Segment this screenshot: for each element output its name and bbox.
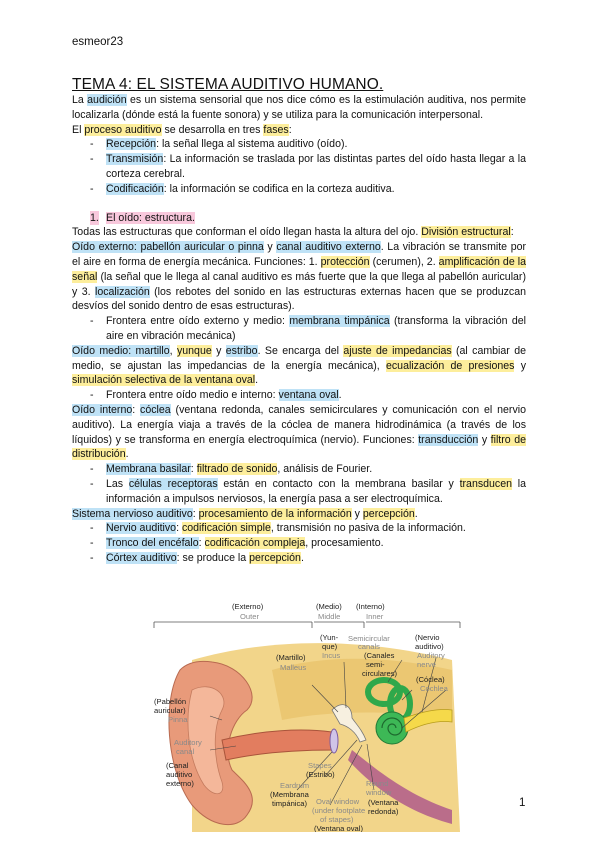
label-round-es1: (Ventana — [368, 798, 399, 807]
section-heading: 1. El oído: estructura. — [90, 211, 195, 224]
label-incus-es2: que) — [322, 642, 338, 651]
list-item: - Frontera entre oído externo y medio: membrana timpánica (transforma la vibración del aire en vibración mecánica) — [72, 314, 526, 344]
label-round-en2: window — [366, 788, 392, 797]
label-semi-en2: canals — [358, 642, 380, 651]
label-canal-en2: canal — [176, 747, 195, 756]
list-item: - Transmisión: La información se traslada por las distintas partes del oído hasta llegar a la corteza cerebral. — [72, 152, 526, 182]
label-semi-en1: Semicircular — [348, 634, 390, 643]
list-item: - Membrana basilar: filtrado de sonido, análisis de Fourier. — [72, 462, 526, 477]
label-stapes-en: Stapes — [308, 761, 332, 770]
eardrum-shape — [330, 729, 338, 753]
list-item: - Las células receptoras están en contacto con la membrana basilar y transducen la información a impulsos nerviosos, la energía pasa a ser electroquímica. — [72, 477, 526, 507]
label-nerve-es1: (Nervio — [415, 633, 440, 642]
label-pinna-es1: (Pabellón — [154, 697, 187, 706]
label-eardrum-es2: timpánica) — [272, 799, 308, 808]
region-brackets — [154, 622, 460, 628]
page-number: 1 — [519, 797, 526, 809]
list-item: - Recepción: la señal llega al sistema auditivo (oído). — [72, 137, 526, 152]
nervous-system-paragraph: Sistema nervioso auditivo: procesamiento de la información y percepción. — [72, 507, 418, 520]
label-semi-es1: (Canales — [364, 651, 395, 660]
document-body — [72, 93, 526, 566]
label-pinna-es2: auricular) — [154, 706, 186, 715]
label-malleus-es: (Martillo) — [276, 653, 306, 662]
label-stapes-es: (Estribo) — [306, 770, 335, 779]
label-nerve-es2: auditivo) — [415, 642, 444, 651]
ear-diagram — [152, 600, 462, 832]
label-incus-en: Incus — [322, 651, 341, 660]
middle-ear-paragraph: Oído medio: martillo, yunque y estribo. Se encarga del ajuste de impedancias (al cambiar de medio, se ajustan las impedancias de la energía mecánica), ecualización de presiones y simulación selectiva de la ventana oval. — [72, 344, 526, 387]
cochlea-shape — [376, 712, 408, 744]
label-oval-en2: (under footplate — [312, 806, 366, 815]
highlight: proceso auditivo — [84, 123, 162, 136]
structure-paragraph: Todas las estructuras que conforman el oído llegan hasta la altura del ojo. División estructural: — [72, 226, 514, 239]
label-inner-es: (Interno) — [356, 602, 385, 611]
label-canal-en1: Auditory — [174, 738, 202, 747]
label-cochlea-en: Cochlea — [420, 684, 448, 693]
label-nerve-en2: nerve — [417, 660, 436, 669]
label-middle-en: Middle — [318, 612, 341, 621]
label-semi-es3: circulares) — [362, 669, 398, 678]
label-canal-es1: (Canal — [166, 761, 189, 770]
label-incus-es1: (Yun- — [320, 633, 339, 642]
label-canal-es2: auditivo — [166, 770, 193, 779]
highlight: audición — [87, 94, 127, 106]
label-eardrum-es1: (Membrana — [270, 790, 309, 799]
label-pinna-en: Pinna — [168, 715, 188, 724]
label-oval-en3: of stapes) — [320, 815, 354, 824]
label-round-es2: redonda) — [368, 807, 399, 816]
label-oval-en1: Oval window — [316, 797, 360, 806]
list-item: - Tronco del encéfalo: codificación compleja, procesamiento. — [72, 536, 526, 551]
label-middle-es: (Medio) — [316, 602, 342, 611]
process-paragraph: El proceso auditivo se desarrolla en tres fases: — [72, 123, 292, 136]
label-eardrum-en: Eardrum — [280, 781, 310, 790]
intro-paragraph: La audición es un sistema sensorial que nos dice cómo es la estimulación auditiva, nos permite localizarla (dónde está la fuente sonora) y se utiliza para la comunicación interpersonal. — [72, 94, 526, 121]
list-item: - Nervio auditivo: codificación simple, transmisión no pasiva de la información. — [72, 521, 526, 536]
outer-ear-paragraph: Oído externo: pabellón auricular o pinna y canal auditivo externo. La vibración se transmite por el aire en forma de energía mecánica. Funciones: 1. protección (cerumen), 2. amplificación de la señal (la señal que le llega al canal auditivo es más fuerte que la que llega al pabellón auricular) y 3. localización (los rebotes del sonido en las estructuras externas hacen que se produzcan desvíos del sonido dentro de esas estructuras). — [72, 241, 527, 313]
label-semi-es2: semi- — [366, 660, 385, 669]
label-outer-en: Outer — [240, 612, 259, 621]
label-cochlea-es: (Cóclea) — [416, 675, 445, 684]
list-item: - Frontera entre oído medio e interno: ventana oval. — [72, 388, 526, 403]
page-title: TEMA 4: EL SISTEMA AUDITIVO HUMANO. — [72, 76, 384, 93]
label-outer-es: (Externo) — [232, 602, 264, 611]
label-malleus-en: Malleus — [280, 663, 307, 672]
inner-ear-paragraph: Oído interno: cóclea (ventana redonda, canales semicirculares y comunicación con el nervio auditivo). La energía viaja a través de la cóclea de manera hidrodinámica (a través de los líquidos) y se transforma en energía electroquímica (nervio). Funciones: transducción y filtro de distribución. — [72, 403, 526, 461]
label-oval-es: (Ventana oval) — [314, 824, 363, 832]
author-name: esmeor23 — [72, 36, 124, 48]
label-inner-en: Inner — [366, 612, 384, 621]
label-canal-es3: externo) — [166, 779, 194, 788]
label-nerve-en1: Auditory — [417, 651, 445, 660]
label-round-en1: Round — [366, 779, 389, 788]
list-item: - Córtex auditivo: se produce la percepción. — [72, 551, 526, 566]
highlight: fases — [263, 123, 289, 136]
list-item: - Codificación: la información se codifica en la corteza auditiva. — [72, 182, 526, 197]
